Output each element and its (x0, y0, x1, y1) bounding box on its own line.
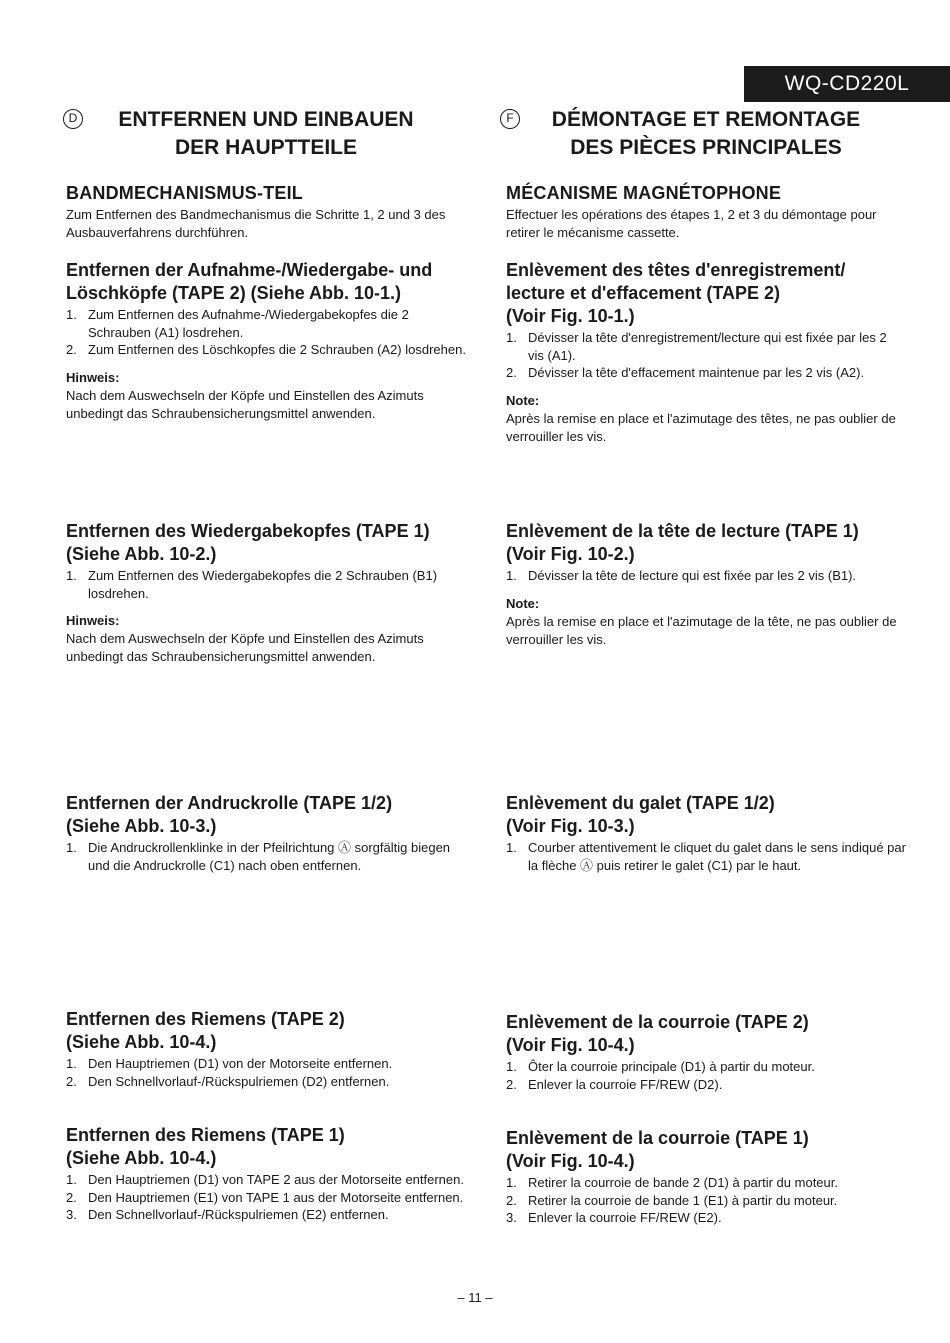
step-text: Die Andruckrollenklinke in der Pfeilrichtung Ⓐ sorgfältig biegen und die Andruckrolle (C1) nach oben entfernen. (88, 840, 451, 873)
step-item (66, 306, 466, 341)
step-item (506, 567, 906, 585)
german-section-belt-tape2 (66, 1008, 466, 1090)
section-heading (506, 1011, 906, 1057)
step-list (506, 1174, 906, 1227)
step-item (66, 1055, 466, 1073)
step-list (66, 1055, 466, 1090)
step-text: Den Hauptriemen (D1) von TAPE 2 aus der Motorseite entfernen. (88, 1172, 464, 1187)
step-number: 1. (506, 1175, 517, 1190)
german-section-head-removal-tape2 (66, 259, 466, 423)
step-item (506, 329, 906, 364)
french-main-title (506, 106, 906, 162)
step-number: 2. (66, 1073, 77, 1089)
step-list (506, 567, 906, 585)
note-label: Note: (506, 595, 540, 611)
heading-line: Entfernen des Riemens (TAPE 2) (66, 1009, 345, 1029)
french-section-head-removal-tape2 (506, 259, 906, 446)
step-item (66, 341, 466, 359)
step-item (66, 567, 466, 602)
heading-line: (Voir Fig. 10-4.) (506, 1151, 635, 1171)
step-item (506, 839, 906, 874)
heading-line: Enlèvement du galet (TAPE 1/2) (506, 793, 775, 813)
step-list (66, 306, 466, 359)
heading-line: Enlèvement des têtes d'enregistrement/ (506, 260, 846, 280)
heading-line: (Voir Fig. 10-4.) (506, 1035, 635, 1055)
step-item (506, 1192, 906, 1210)
step-text: Zum Entfernen des Wiedergabekopfes die 2 Schrauben (B1) losdrehen. (88, 568, 438, 601)
section-heading: MÉCANISME MAGNÉTOPHONE (506, 183, 782, 203)
heading-line: Entfernen der Aufnahme-/Wiedergabe- und (66, 260, 433, 280)
french-title-line-1: DÉMONTAGE ET REMONTAGE (551, 108, 861, 131)
heading-line: Enlèvement de la courroie (TAPE 1) (506, 1128, 809, 1148)
section-heading: BANDMECHANISMUS-TEIL (66, 183, 303, 203)
french-title-line-2: DES PIÈCES PRINCIPALES (570, 136, 842, 159)
step-text: Den Hauptriemen (D1) von der Motorseite entfernen. (88, 1056, 393, 1071)
step-item (66, 1073, 466, 1091)
section-heading (66, 520, 466, 566)
note-label: Hinweis: (66, 369, 120, 385)
step-number: 2. (506, 365, 517, 380)
section-heading (66, 792, 466, 838)
step-text: Dévisser la tête d'effacement maintenue par les 2 vis (A2). (528, 365, 865, 380)
german-section-tape-mechanism (66, 182, 466, 242)
step-list (66, 567, 466, 602)
step-item (506, 1174, 906, 1192)
step-list (506, 839, 906, 874)
heading-line: lecture et d'effacement (TAPE 2) (506, 283, 781, 303)
heading-line: Entfernen der Andruckrolle (TAPE 1/2) (66, 793, 393, 813)
step-number: 1. (66, 840, 77, 855)
step-text: Ôter la courroie principale (D1) à partir du moteur. (528, 1059, 815, 1074)
step-number: 1. (506, 568, 517, 583)
step-number: 1. (66, 1172, 77, 1187)
heading-line: (Siehe Abb. 10-2.) (66, 544, 217, 564)
step-item (506, 364, 906, 382)
german-section-playback-head-tape1 (66, 520, 466, 666)
note-text: Nach dem Auswechseln der Köpfe und Einstellen des Azimuts unbedingt das Schraubensicherungsmittel anwenden. (66, 631, 424, 664)
heading-line: (Siehe Abb. 10-3.) (66, 816, 217, 836)
step-text: Dévisser la tête de lecture qui est fixée par les 2 vis (B1). (528, 568, 857, 583)
step-item (66, 1206, 466, 1224)
step-list (66, 1171, 466, 1224)
step-number: 3. (66, 1207, 77, 1222)
section-heading (66, 1124, 466, 1170)
section-heading (506, 259, 906, 328)
note-label: Note: (506, 392, 540, 408)
heading-line: Löschköpfe (TAPE 2) (Siehe Abb. 10-1.) (66, 283, 402, 303)
model-tag: WQ-CD220L (744, 66, 950, 102)
french-section-tape-mechanism (506, 182, 906, 242)
step-number: 2. (66, 342, 77, 357)
note-text: Après la remise en place et l'azimutage des têtes, ne pas oublier de verrouiller les vis. (506, 410, 896, 444)
step-item (66, 1171, 466, 1189)
section-text: Zum Entfernen des Bandmechanismus die Schritte 1, 2 und 3 des Ausbauverfahrens durchführen. (66, 207, 446, 240)
step-text: Den Hauptriemen (E1) von TAPE 1 aus der Motorseite entfernen. (88, 1189, 464, 1205)
step-number: 1. (66, 1056, 77, 1071)
section-heading (66, 259, 466, 305)
step-number: 1. (66, 307, 77, 322)
note-label: Hinweis: (66, 613, 120, 628)
step-item (506, 1209, 906, 1227)
heading-line: (Siehe Abb. 10-4.) (66, 1148, 217, 1168)
heading-line: Enlèvement de la tête de lecture (TAPE 1) (506, 521, 859, 541)
german-section-pinch-roller (66, 792, 466, 874)
step-text: Den Schnellvorlauf-/Rückspulriemen (E2) entfernen. (88, 1207, 389, 1222)
step-text: Den Schnellvorlauf-/Rückspulriemen (D2) entfernen. (88, 1073, 390, 1089)
step-item (506, 1076, 906, 1094)
heading-line: (Voir Fig. 10-3.) (506, 816, 635, 836)
step-item (66, 1189, 466, 1207)
german-section-belt-tape1 (66, 1124, 466, 1224)
step-text: Courber attentivement le cliquet du galet dans le sens indiqué par la flèche Ⓐ puis retirer le galet (C1) par le haut. (528, 840, 906, 873)
heading-line: (Voir Fig. 10-1.) (506, 306, 635, 326)
section-heading (506, 520, 906, 566)
heading-line: Entfernen des Wiedergabekopfes (TAPE 1) (66, 521, 430, 541)
note-text: Nach dem Auswechseln der Köpfe und Einstellen des Azimuts unbedingt das Schraubensicherungsmittel anwenden. (66, 387, 424, 421)
step-number: 1. (66, 568, 77, 583)
heading-line: Entfernen des Riemens (TAPE 1) (66, 1125, 345, 1145)
french-column (506, 0, 906, 1343)
heading-line: (Siehe Abb. 10-4.) (66, 1032, 217, 1052)
step-item (506, 1058, 906, 1076)
section-text: Effectuer les opérations des étapes 1, 2 et 3 du démontage pour retirer le mécanisme cassette. (506, 207, 877, 240)
step-number: 3. (506, 1210, 517, 1225)
german-title-line-2: DER HAUPTTEILE (174, 136, 357, 159)
french-language-badge: F (500, 109, 520, 129)
section-heading (66, 1008, 466, 1054)
page-number: – 11 – (457, 1290, 493, 1305)
step-number: 1. (506, 1059, 517, 1074)
german-language-badge: D (63, 109, 83, 129)
german-column (66, 0, 466, 1343)
step-text: Dévisser la tête d'enregistrement/lecture qui est fixée par les 2 vis (A1). (528, 330, 887, 363)
step-text: Enlever la courroie FF/REW (D2). (528, 1076, 723, 1092)
step-list (506, 329, 906, 382)
note-text: Après la remise en place et l'azimutage de la tête, ne pas oublier de verrouiller les vis. (506, 613, 897, 647)
french-section-pinch-roller (506, 792, 906, 874)
step-item (66, 839, 466, 874)
step-number: 2. (66, 1189, 77, 1205)
french-section-belt-tape1 (506, 1127, 906, 1227)
step-text: Zum Entfernen des Löschkopfes die 2 Schrauben (A2) losdrehen. (88, 342, 466, 357)
heading-line: (Voir Fig. 10-2.) (506, 544, 635, 564)
german-main-title (66, 106, 466, 162)
french-section-playback-head-tape1 (506, 520, 906, 649)
step-list (66, 839, 466, 874)
step-number: 1. (506, 330, 517, 345)
heading-line: Enlèvement de la courroie (TAPE 2) (506, 1012, 809, 1032)
step-number: 2. (506, 1076, 517, 1092)
step-list (506, 1058, 906, 1093)
german-title-line-1: ENTFERNEN UND EINBAUEN (118, 108, 414, 131)
step-number: 1. (506, 840, 517, 855)
step-text: Enlever la courroie FF/REW (E2). (528, 1210, 722, 1225)
step-text: Retirer la courroie de bande 2 (D1) à partir du moteur. (528, 1175, 838, 1190)
step-text: Zum Entfernen des Aufnahme-/Wiedergabekopfes die 2 Schrauben (A1) losdrehen. (88, 307, 409, 340)
step-text: Retirer la courroie de bande 1 (E1) à partir du moteur. (528, 1192, 838, 1208)
section-heading (506, 1127, 906, 1173)
section-heading (506, 792, 906, 838)
french-section-belt-tape2 (506, 1011, 906, 1093)
step-number: 2. (506, 1192, 517, 1208)
